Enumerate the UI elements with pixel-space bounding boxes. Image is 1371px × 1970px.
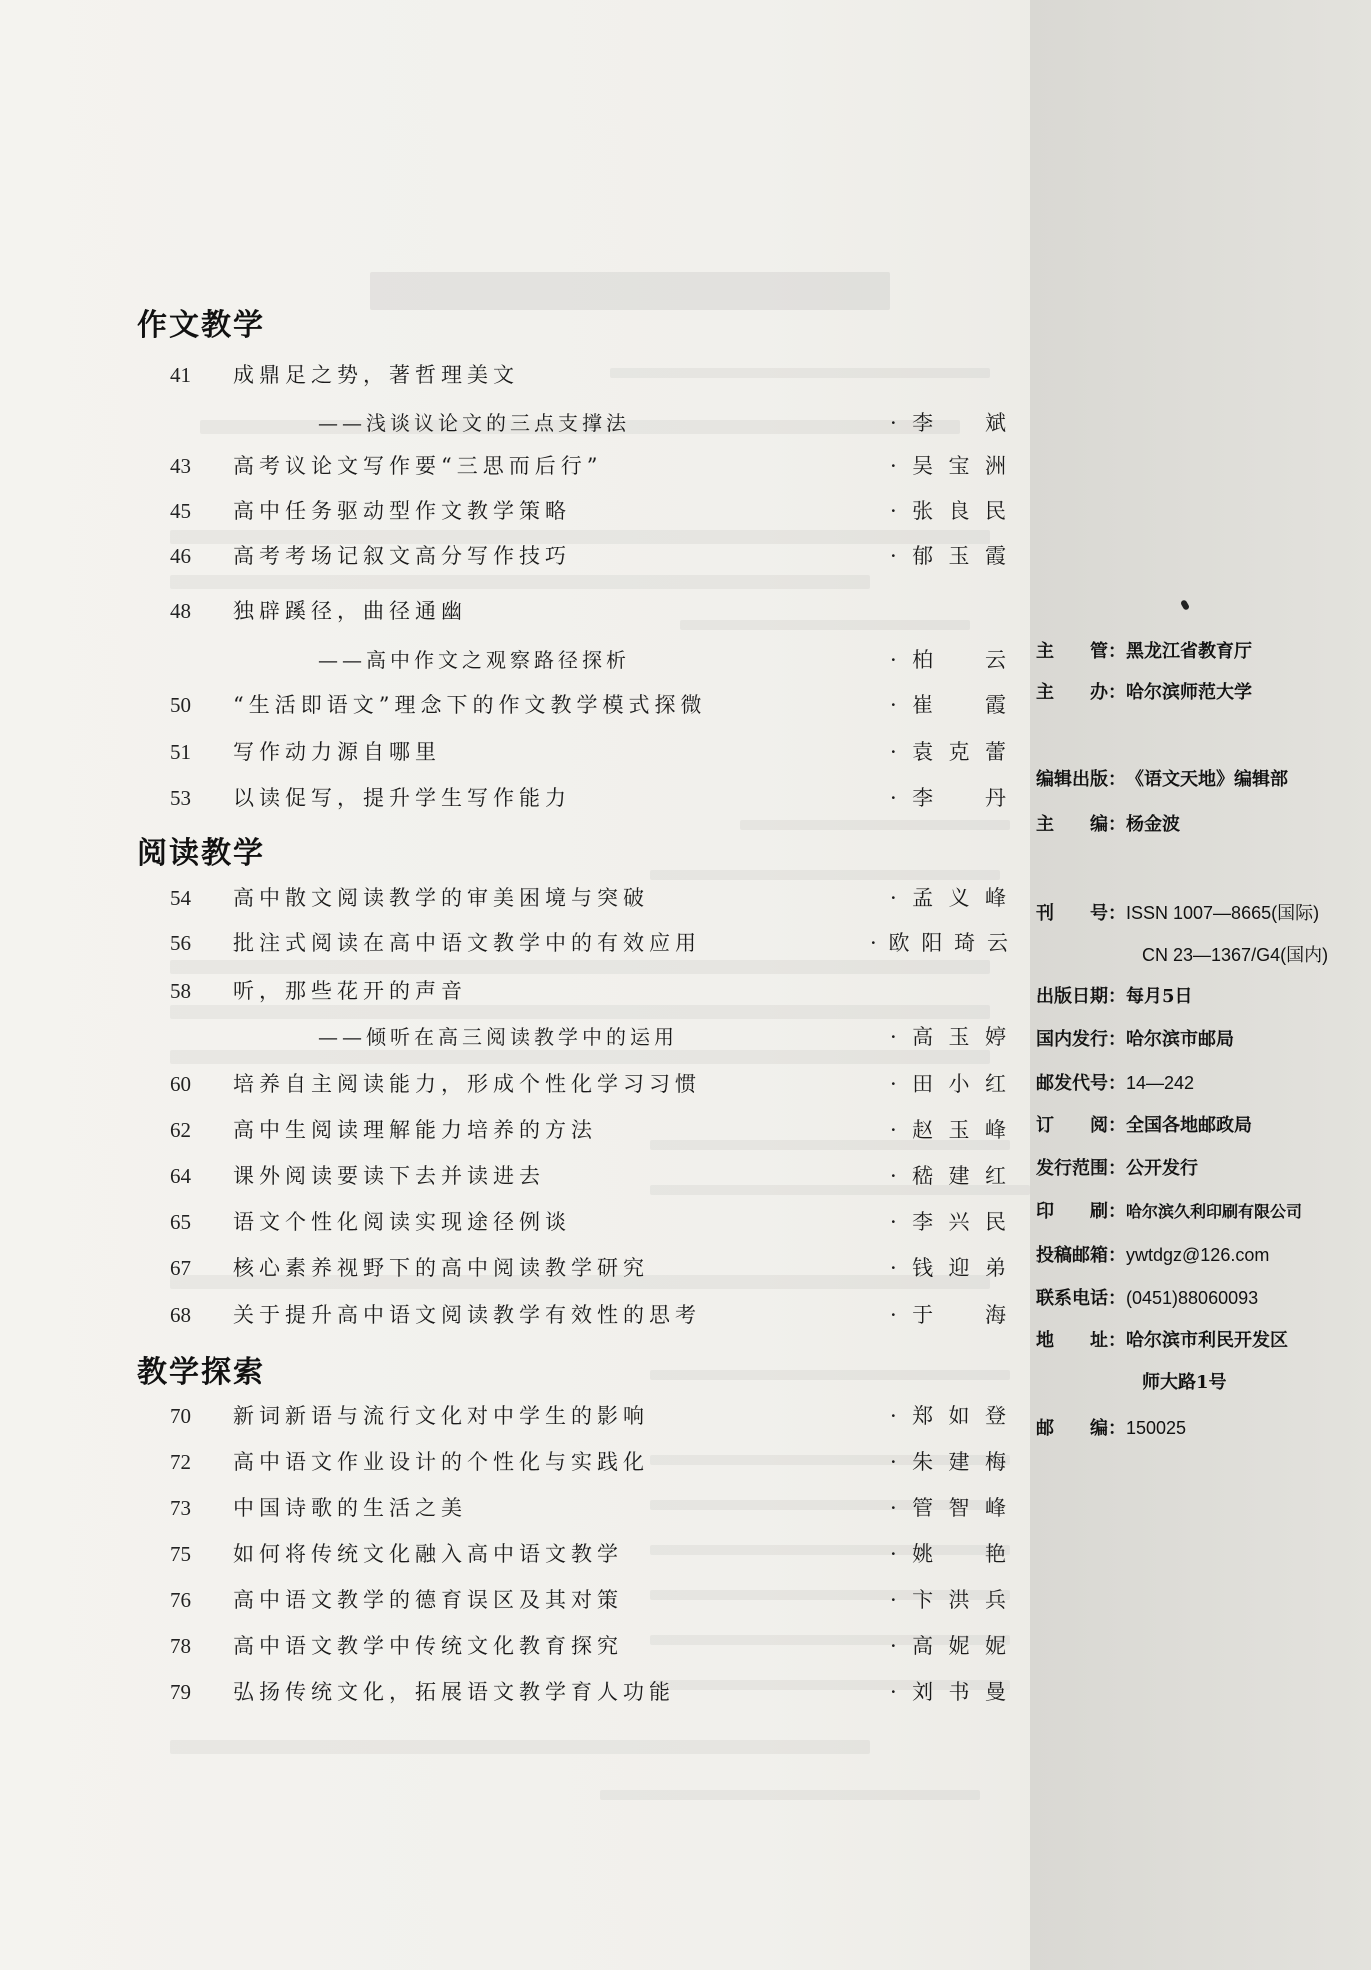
info-value: 师大路1号 xyxy=(1142,1372,1227,1393)
toc-entry[interactable] xyxy=(0,357,1030,393)
info-value: CN 23—1367/G4(国内) xyxy=(1142,945,1329,965)
info-label: 国内发行： xyxy=(1036,1029,1126,1050)
article-title: 关于提升高中语文阅读教学有效性的思考 xyxy=(233,1303,701,1327)
article-title: 课外阅读要读下去并读进去 xyxy=(233,1164,545,1188)
page-number: 41 xyxy=(170,363,191,387)
info-label: 发行范围： xyxy=(1036,1158,1126,1179)
article-title: 高中任务驱动型作文教学策略 xyxy=(233,499,571,523)
page-number: 78 xyxy=(170,1634,191,1658)
article-title: 高中语文作业设计的个性化与实践化 xyxy=(233,1450,649,1474)
article-title: 高中语文教学中传统文化教育探究 xyxy=(233,1634,623,1658)
article-author: ·管智峰 xyxy=(890,1496,1010,1520)
article-author: ·柏 云 xyxy=(890,648,1010,672)
info-value: 哈尔滨久利印刷有限公司 xyxy=(1126,1202,1303,1221)
page-number: 67 xyxy=(170,1256,191,1280)
article-author: ·赵玉峰 xyxy=(890,1118,1010,1142)
page-number: 50 xyxy=(170,693,191,717)
article-title: 成鼎足之势，著哲理美文 xyxy=(233,363,519,387)
info-label: 主 办： xyxy=(1036,682,1126,703)
info-chief-editor xyxy=(1036,810,1180,840)
info-address-line2 xyxy=(1142,1368,1227,1398)
toc-entry[interactable] xyxy=(0,1066,1030,1102)
info-email xyxy=(1036,1240,1269,1271)
article-author: ·高玉婷 xyxy=(890,1025,1010,1049)
toc-entry[interactable] xyxy=(0,1158,1030,1194)
toc-entry[interactable] xyxy=(0,1204,1030,1240)
article-author: ·于 海 xyxy=(890,1303,1010,1327)
toc-entry[interactable] xyxy=(0,1398,1030,1434)
article-author: ·姚 艳 xyxy=(890,1542,1010,1566)
article-title: 高中散文阅读教学的审美困境与突破 xyxy=(233,886,649,910)
info-value: 哈尔滨师范大学 xyxy=(1126,682,1252,703)
section-title-exploration: 教学探索 xyxy=(137,1355,265,1390)
info-sponsor xyxy=(1036,637,1252,667)
article-author: ·郑如登 xyxy=(890,1404,1010,1428)
article-title: 独辟蹊径，曲径通幽 xyxy=(233,599,467,623)
page-number: 62 xyxy=(170,1118,191,1142)
article-title: 中国诗歌的生活之美 xyxy=(233,1496,467,1520)
article-title: 培养自主阅读能力，形成个性化学习习惯 xyxy=(233,1072,701,1096)
toc-entry[interactable] xyxy=(0,1112,1030,1148)
article-subtitle: ——倾听在高三阅读教学中的运用 xyxy=(318,1025,678,1049)
page-number: 79 xyxy=(170,1680,191,1704)
info-zip xyxy=(1036,1413,1186,1444)
toc-entry[interactable] xyxy=(0,1536,1030,1572)
info-label: 订 阅： xyxy=(1036,1115,1126,1136)
info-value: 每月5日 xyxy=(1126,986,1193,1007)
article-title: 核心素养视野下的高中阅读教学研究 xyxy=(233,1256,649,1280)
toc-entry[interactable] xyxy=(0,1490,1030,1526)
article-author: ·卞洪兵 xyxy=(890,1588,1010,1612)
info-value: ISSN 1007—8665(国际) xyxy=(1126,903,1320,923)
toc-entry[interactable] xyxy=(0,1297,1030,1333)
page-number: 54 xyxy=(170,886,191,910)
info-value: 杨金波 xyxy=(1126,814,1180,835)
toc-entry[interactable] xyxy=(0,1019,1030,1055)
toc-entry[interactable] xyxy=(0,493,1030,529)
article-author: ·郁玉霞 xyxy=(890,544,1010,568)
article-title: 以读促写，提升学生写作能力 xyxy=(233,786,571,810)
info-label: 邮 编： xyxy=(1036,1418,1126,1439)
info-value: 哈尔滨市利民开发区 xyxy=(1126,1330,1288,1351)
page-number: 58 xyxy=(170,979,191,1003)
page-number: 43 xyxy=(170,454,191,478)
page-number: 73 xyxy=(170,1496,191,1520)
toc-entry[interactable] xyxy=(0,1250,1030,1286)
article-title: 弘扬传统文化，拓展语文教学育人功能 xyxy=(233,1680,675,1704)
page-number: 51 xyxy=(170,740,191,764)
article-title: 高考考场记叙文高分写作技巧 xyxy=(233,544,571,568)
toc-entry[interactable] xyxy=(0,448,1030,484)
toc-entry[interactable] xyxy=(0,1628,1030,1664)
article-title: 新词新语与流行文化对中学生的影响 xyxy=(233,1404,649,1428)
info-printer xyxy=(1036,1197,1302,1227)
article-title: 写作动力源自哪里 xyxy=(233,740,441,764)
info-value: 150025 xyxy=(1126,1418,1187,1438)
info-label: 联系电话： xyxy=(1036,1288,1126,1309)
toc-entry[interactable] xyxy=(0,1444,1030,1480)
article-author: ·李 斌 xyxy=(890,411,1010,435)
article-author: ·李 丹 xyxy=(890,786,1010,810)
info-value: 黑龙江省教育厅 xyxy=(1126,641,1252,662)
info-postcode xyxy=(1036,1068,1194,1099)
toc-entry[interactable] xyxy=(0,780,1030,816)
article-title: 高考议论文写作要“三思而后行” xyxy=(233,454,603,478)
toc-entry[interactable] xyxy=(0,405,1030,441)
page-number: 76 xyxy=(170,1588,191,1612)
page-number: 68 xyxy=(170,1303,191,1327)
page-number: 70 xyxy=(170,1404,191,1428)
article-author: ·刘书曼 xyxy=(890,1680,1010,1704)
info-scope xyxy=(1036,1154,1198,1184)
toc-entry[interactable] xyxy=(0,538,1030,574)
toc-entry[interactable] xyxy=(0,973,1030,1009)
page-number: 46 xyxy=(170,544,191,568)
info-value: 全国各地邮政局 xyxy=(1126,1115,1252,1136)
page-number: 45 xyxy=(170,499,191,523)
info-address xyxy=(1036,1326,1288,1356)
article-author: ·张良民 xyxy=(890,499,1010,523)
article-author: ·嵇建红 xyxy=(890,1164,1010,1188)
section-title-reading: 阅读教学 xyxy=(137,836,265,871)
article-author: ·田小红 xyxy=(890,1072,1010,1096)
article-author: ·欧阳琦云 xyxy=(870,931,1010,955)
page-number: 60 xyxy=(170,1072,191,1096)
article-author: ·高妮妮 xyxy=(890,1634,1010,1658)
toc-entry[interactable] xyxy=(0,925,1030,961)
info-value: 14—242 xyxy=(1126,1073,1195,1093)
info-phone xyxy=(1036,1283,1258,1314)
info-label: 编辑出版： xyxy=(1036,769,1126,790)
article-subtitle: ——高中作文之观察路径探析 xyxy=(318,648,630,672)
page-number: 64 xyxy=(170,1164,191,1188)
article-title: 语文个性化阅读实现途径例谈 xyxy=(233,1210,571,1234)
info-date xyxy=(1036,982,1193,1012)
article-title: 批注式阅读在高中语文教学中的有效应用 xyxy=(233,931,701,955)
page-number: 72 xyxy=(170,1450,191,1474)
info-issn xyxy=(1036,898,1319,929)
toc-entry[interactable] xyxy=(0,642,1030,678)
page-number: 75 xyxy=(170,1542,191,1566)
info-label: 地 址： xyxy=(1036,1330,1126,1351)
article-author: ·吴宝洲 xyxy=(890,454,1010,478)
info-label: 出版日期： xyxy=(1036,986,1126,1007)
article-author: ·袁克蕾 xyxy=(890,740,1010,764)
article-author: ·钱迎弟 xyxy=(890,1256,1010,1280)
info-label: 主 管： xyxy=(1036,641,1126,662)
page-number: 65 xyxy=(170,1210,191,1234)
article-title: 如何将传统文化融入高中语文教学 xyxy=(233,1542,623,1566)
toc-entry[interactable] xyxy=(0,1582,1030,1618)
article-title: “生活即语文”理念下的作文教学模式探微 xyxy=(233,693,707,717)
article-author: ·李兴民 xyxy=(890,1210,1010,1234)
info-organizer xyxy=(1036,678,1252,708)
info-value: 公开发行 xyxy=(1126,1158,1198,1179)
info-cn xyxy=(1142,940,1328,971)
info-label: 刊 号： xyxy=(1036,903,1126,924)
article-author: ·孟义峰 xyxy=(890,886,1010,910)
info-label: 主 编： xyxy=(1036,814,1126,835)
article-author: ·朱建梅 xyxy=(890,1450,1010,1474)
page-number: 53 xyxy=(170,786,191,810)
info-label: 邮发代号： xyxy=(1036,1073,1126,1094)
info-subscribe xyxy=(1036,1111,1252,1141)
info-value: 《语文天地》编辑部 xyxy=(1126,769,1288,790)
toc-entry[interactable] xyxy=(0,687,1030,723)
article-title: 高中语文教学的德育误区及其对策 xyxy=(233,1588,623,1612)
info-value: (0451)88060093 xyxy=(1126,1288,1259,1308)
info-value: 哈尔滨市邮局 xyxy=(1126,1029,1234,1050)
article-title: 听，那些花开的声音 xyxy=(233,979,467,1003)
toc-entry[interactable] xyxy=(0,880,1030,916)
info-editor xyxy=(1036,765,1288,795)
toc-entry[interactable] xyxy=(0,593,1030,629)
page-number: 48 xyxy=(170,599,191,623)
info-label: 投稿邮箱： xyxy=(1036,1245,1126,1266)
info-domestic xyxy=(1036,1025,1234,1055)
page-number: 56 xyxy=(170,931,191,955)
toc-entry[interactable] xyxy=(0,734,1030,770)
section-title-writing: 作文教学 xyxy=(137,308,265,343)
info-value: ywtdgz@126.com xyxy=(1126,1245,1270,1265)
toc-entry[interactable] xyxy=(0,1674,1030,1710)
info-label: 印 刷： xyxy=(1036,1201,1126,1222)
article-author: ·崔 霞 xyxy=(890,693,1010,717)
article-title: 高中生阅读理解能力培养的方法 xyxy=(233,1118,597,1142)
article-subtitle: ——浅谈议论文的三点支撑法 xyxy=(318,411,630,435)
